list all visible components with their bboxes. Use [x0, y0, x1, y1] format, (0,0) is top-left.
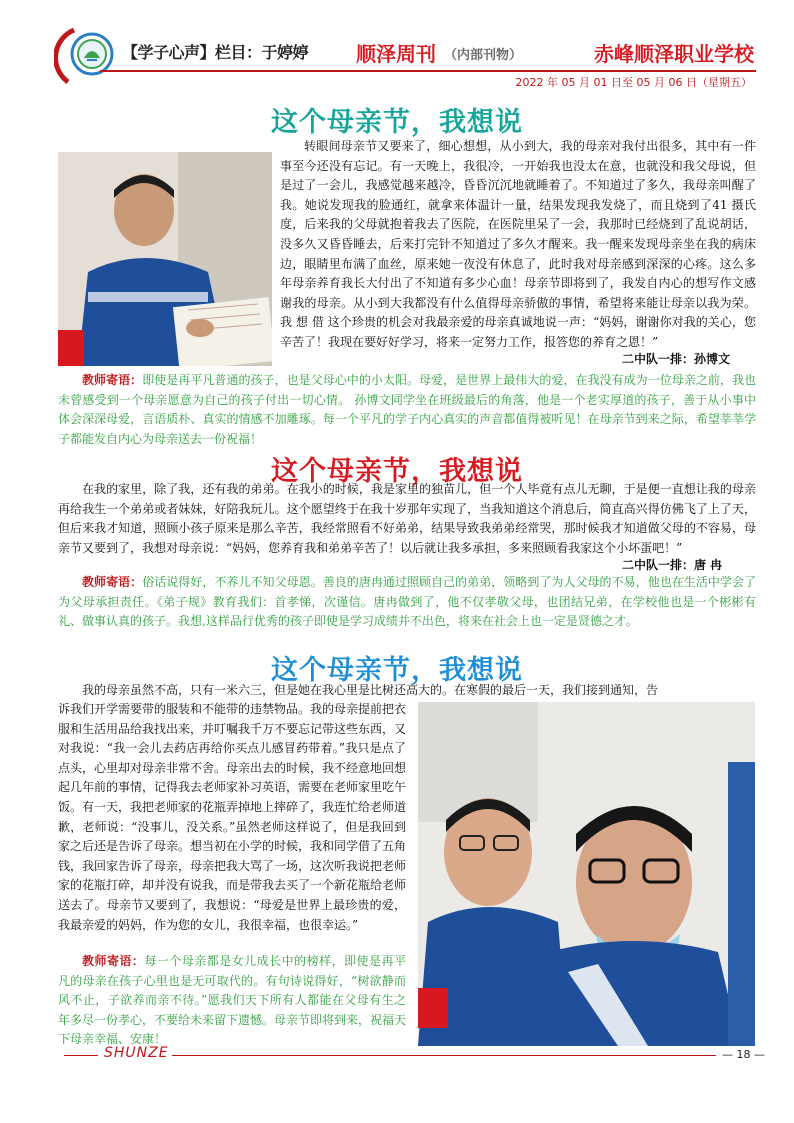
footer-brand: SHUNZE: [104, 1045, 169, 1061]
article2-comment-text: 俗话说得好，不养儿不知父母恩。善良的唐冉通过照顾自己的弟弟，领略到了为人父母的不易，他也在生活中学会了为父母承担责任。《弟子规》教育我们：首孝悌，次谨信。唐冉做到了，他不仅孝敬父母，也团结兄弟，在学校他也是一个彬彬有礼、做事认真的孩子。我想,这样品行优秀的孩子即使是学习成绩并不出色，将来在社会上也一定是贤德之才。: [58, 575, 756, 629]
school-logo: [54, 22, 120, 88]
article3-body: 诉我们开学需要带的服装和不能带的违禁物品。我的母亲提前把衣服和生活用品给我找出来，并叮嘱我千万不要忘记带这些东西，又对我说：“我一会儿去药店再给你买点儿感冒药带着。”我只是点了点头，心里却对母亲非常不舍。母亲出去的时候，我不经意地回想起几年前的事情，记得我去老师家补习英语，需要在老师家里吃午饭。有一天，我把老师家的花瓶弄掉地上摔碎了，我连忙给老师道歉，老师说：“没事儿，没关系。”虽然老师这样说了，但是我回到家之后还是告诉了母亲。想当初在小学的时候，我和同学借了五角钱，我回家告诉了母亲，母亲把我大骂了一场，这次听我说把老师家的花瓶打碎，却并没有说我，而是带我去买了一个新花瓶给老师送去了。母亲节又要到了，我想说：“母爱是世界上最珍贵的爱，我最亲爱的妈妈，作为您的女儿，我很幸福，也很幸运。”: [58, 702, 407, 932]
article3-comment-text: 每一个母亲都是女儿成长中的榜样，即使是再平凡的母亲在孩子心里也是无可取代的。有句诗说得好，“树欲静而风不止，子欲养而亲不待。”愿我们天下所有人都能在父母有生之年多尽一份孝心，不要给未来留下遗憾。母亲节即将到来，祝福天下母亲幸福、安康！: [58, 954, 407, 1047]
article2-body: 在我的家里，除了我，还有我的弟弟。在我小的时候，我是家里的独苗儿，但一个人毕竟有点儿无聊，于是便一直想让我的母亲再给我生一个弟弟或者妹妹，好陪我玩儿。这个愿望终于在我十岁那年实现了，当我知道这个消息后，简直高兴得仿佛飞了上了天，但后来我才知道，照顾小孩子原来是那么辛苦，我经常照看不好弟弟，结果导致我弟弟经常哭，那时候我才知道做父母的不容易，母亲节又要到了，我想对母亲说：“妈妈，您养育我和弟弟辛苦了！以后就让我多承担，多来照顾看我家这个小坏蛋吧！”: [58, 482, 756, 555]
school-name: 赤峰顺泽职业学校: [594, 42, 754, 66]
article3-lead: 我的母亲虽然不高，只有一米六三，但是她在我心里是比树还高大的。在寒假的最后一天，我们接到通知，告: [82, 683, 659, 697]
footer-rule-right: [172, 1055, 716, 1056]
article1-lead: 转眼间母亲节又要来了，细心想想，从小到大，我的母亲对我付出很多，其中有一件事至今还没有忘记。有一天晚上，我很冷，一开始我也没太在意，也就没和我父母说，但是过了一会儿，我感觉越来越冷，昏昏沉沉地就睡着了。不知道过了多久，我母亲叫醒了我。她说发现我的脸通红，就拿来体温计一量，结果发现我发烧了，而且烧到了41 摄氏度，后来我的父母就抱着我去了医院，在医院里呆了一会，我那时已经烧到了乱说胡话，没多久又昏昏睡去，后来打完针不知道过了多久才醒来。我一醒来发现母亲坐在我的病床边，眼睛里布满了血丝，原来她一夜没有休息了，此时我对母亲感到深深的心疼。这么多年母亲养育我长大付出了不知道有多少心血！母亲节即将到了，我发自内心的想写作文感谢我的母亲。从小到大我都没有什么值得母亲骄傲的事情，希望将来能让母亲以我为荣。 我 想 借 这个珍贵的机会对我最亲爱的母亲真诚地说一声：“妈妈，谢谢你对我的关心，您辛苦了！我现在要好好学习，将来一定努力工作，报答您的养育之恩！”: [58, 137, 756, 349]
header-rule: [100, 70, 756, 72]
students-selfie-photo: [418, 702, 755, 1046]
weekly-name: 顺泽周刊: [356, 42, 436, 66]
article2-signature: 二中队一排：唐 冉: [622, 558, 723, 572]
article1-comment-text: 即使是再平凡普通的孩子，也是父母心中的小太阳。母爱，是世界上最伟大的爱，在我没有成为一位母亲之前，我也未曾感受到一个母亲愿意为自己的孩子付出一切心情。 孙博文同学坐在班级最后的角落，他是一个老实厚道的孩子，善于从小事中体会深深母爱，言语质朴、真实的情感不加雕琢。每一个平凡的学子内心真实的声音都值得被听见！在母亲节到来之际，希望莘莘学子都能发自内心为母亲送去一份祝福！: [58, 373, 756, 446]
article1-title: 这个母亲节，我想说: [271, 107, 523, 138]
students-selfie-illustration: [418, 702, 755, 1046]
article2-title: 这个母亲节，我想说: [271, 456, 523, 487]
article1-comment: [58, 371, 756, 449]
article3-title: 这个母亲节，我想说: [271, 655, 523, 686]
page-header: [0, 0, 794, 100]
article2-comment-label: 教师寄语：: [82, 575, 143, 589]
footer-rule-left: [64, 1055, 98, 1056]
article3-comment-label: 教师寄语：: [82, 954, 145, 968]
article1-signature: 二中队一排：孙博文: [622, 352, 731, 366]
photo-wrap-spacer: [58, 156, 280, 376]
issue-date: 2022 年 05 月 01 日至 05 月 06 日（星期五）: [515, 76, 752, 89]
page-number: — 18 —: [722, 1048, 765, 1061]
column-label: 【学子心声】栏目：于婷婷: [122, 43, 309, 62]
article1-comment-label: 教师寄语：: [82, 373, 143, 387]
internal-note: （内部刊物）: [444, 48, 523, 63]
article3-comment: [58, 952, 406, 1050]
article2-comment: [58, 573, 756, 632]
